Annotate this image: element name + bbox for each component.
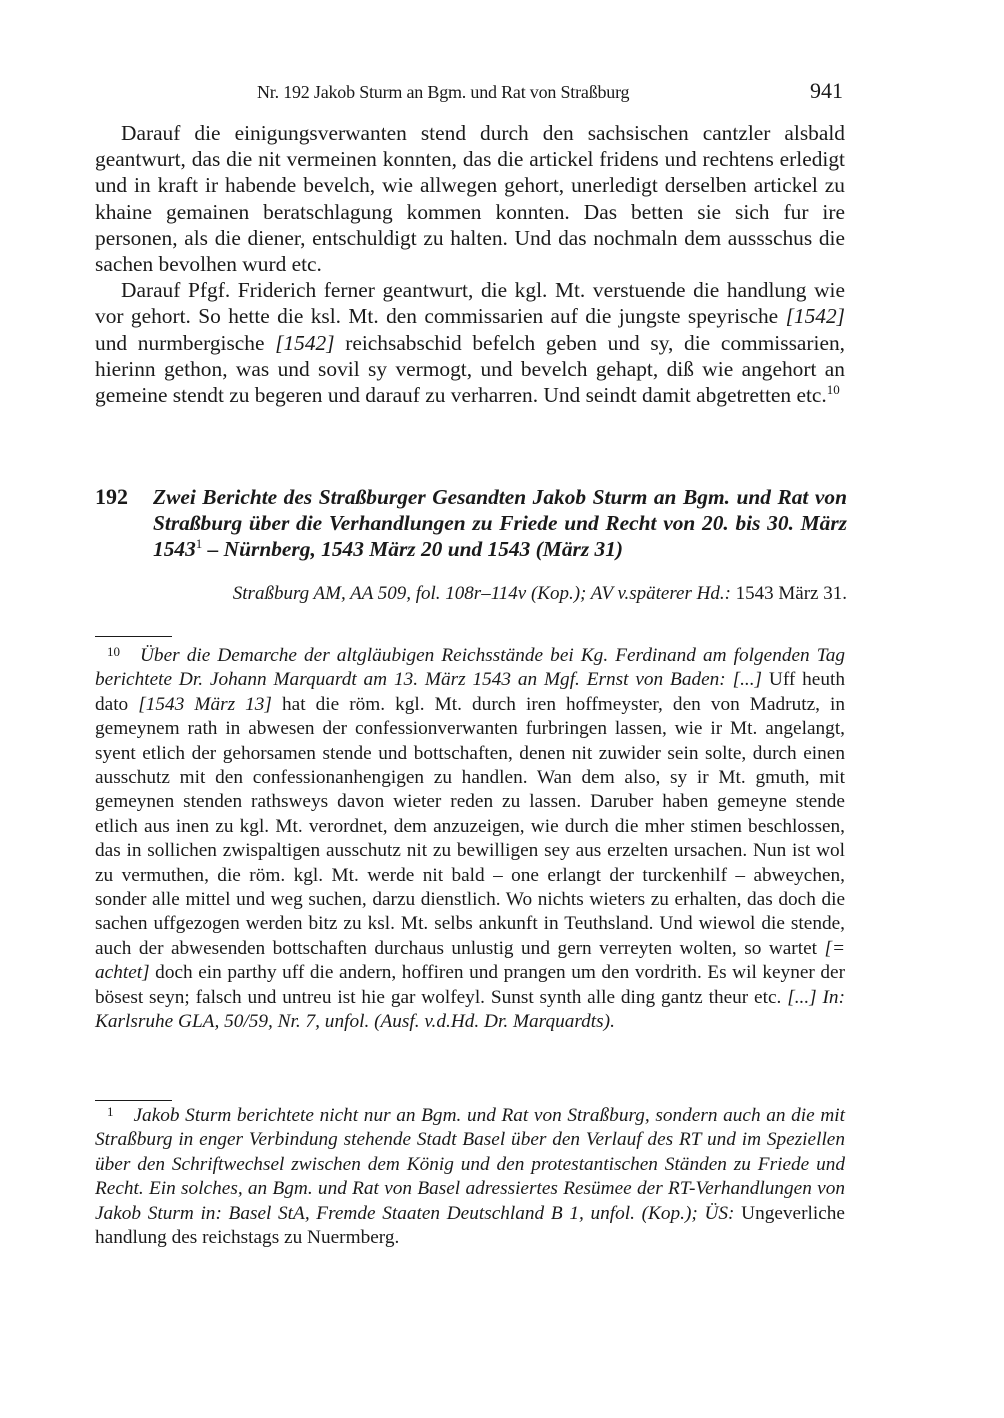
footnote-quote: doch ein parthy uff die andern, hoffiren und prangen um den vordrith. Es wil keyner der bösest seyn; falsch und untreu ist hie gar wolfeyl. Sunst synth alle ding gantz theur etc. <box>95 962 845 1008</box>
editorial-date: [1542] <box>785 304 845 329</box>
footnote-intro: Über die Demarche der altgläubigen Reichsstände bei Kg. Ferdinand am folgenden Tag berichtete Dr. Johann Marquardt am 13. März 1543 an Mgf. Ernst von Baden: [...] <box>95 645 845 691</box>
document-title <box>153 484 847 562</box>
running-title: Nr. 192 Jakob Sturm an Bgm. und Rat von Straßburg <box>257 82 630 102</box>
paragraph <box>95 277 845 408</box>
footnote-text: Jakob Sturm berichtete nicht nur an Bgm. und Rat von Straßburg, sondern auch an die mit Straßburg in enger Verbindung stehende Stadt Basel über den Verlauf des RT und im Speziellen über den Schriftwechsel zwischen dem König und den protestantischen Ständen zu Friede und Recht. Ein solches, an Bgm. und Rat von Basel adressiertes Resümee der RT-Verhandlungen von Jakob Sturm in: Basel StA, Fremde Staaten Deutschland B 1, unfol. (Kop.); ÜS: <box>95 1105 845 1224</box>
footnote-10: 10 Über die Demarche der altgläubigen Reichsstände bei Kg. Ferdinand am folgenden Tag berichtete Dr. Johann Marquardt am 13. März 1543 an Mgf. Ernst von Baden: [...] Uff heuth dato [1543 März 13] hat die röm. kgl. Mt. durch iren hoffmeyster, den von Madrutz, in gemeynem rath in abwesen der confessionverwanten furbringen lassen, wie ir Mt. angelangt, syent etlich der gehorsamen stende und bottschaften, denen nit zuwider sein solte, durch einen ausschutz mit den confessionanhengigen zu handlen. Wan dem also, sy ir Mt. gmuth, mit gemeynen stenden rathsweys davon wieter reden zu lassen. Daruber haben gemeyne stende etlich aus inen zu kgl. Mt. verordnet, dem anzuzeigen, wie durch die mher stimen beschlossen, das in sollichen zwispaltigen ausschutz nit zu bewilligen sey aus erzelten ursachen. Nun ist wol zu vermuthen, die röm. kgl. Mt. werde nit bald – one erlangt der turckenhilf – abweychen, sonder alle mittel und weg suchen, darzu dienstlich. Wo nichts wieters zu erhalten, das doch die sachen uffgezogen werden bitz zu ksl. Mt. selbs ankunft in Teuthsland. Und wiewol die stende, auch der abwesenden bottschaften durchaus unlustig und gern verreyten wolten, so wartet [= achtet] doch ein parthy uff die andern, hoffiren und prangen um den vordrith. Es wil keyner der bösest seyn; falsch und untreu ist hie gar wolfeyl. Sunst synth alle ding gantz theur etc. [...] In: Karlsruhe GLA, 50/59, Nr. 7, unfol. (Ausf. v.d.Hd. Dr. Marquardts). <box>95 644 845 1033</box>
footnote-citation: [...] In: Karlsruhe GLA, 50/59, Nr. 7, unfol. (Ausf. v.d.Hd. Dr. Marquardts). <box>95 986 845 1033</box>
footnote-divider <box>95 636 172 637</box>
document-source <box>153 581 847 607</box>
source-date: 1543 März 31. <box>730 583 847 604</box>
footnote-reference[interactable]: 1 <box>195 536 203 551</box>
paragraph-text: Darauf Pfgf. Friderich ferner geantwurt, die kgl. Mt. verstuende die handlung wie vor gehort. So hette die ksl. Mt. den commissarien auf die jungste speyrische <box>95 278 845 329</box>
running-head <box>95 78 845 108</box>
editorial-gloss: [= achtet] <box>95 937 845 984</box>
document-title-text: Zwei Berichte des Straßburger Gesandten Jakob Sturm an Bgm. und Rat von Straßburg über die Verhandlungen zu Friede und Recht von 20. bis 30. März 1543 <box>153 485 847 561</box>
document-title-place-date: – Nürnberg, 1543 März 20 und 1543 (März 31) <box>202 537 624 561</box>
paragraph-text: reichsabschid befelch geben und sy, die commissarien, hierinn gethon, was und sovil sy vermogt, und bevelch gehapt, diß wie angehort an gemeine stendt zu begeren und darauf zu verharren. Und seindt damit abgetretten etc. <box>95 330 845 408</box>
source-archive: Straßburg AM, AA 509, fol. 108r–114v (Kop.); AV v.späterer Hd.: <box>232 583 731 604</box>
footnote-title-quote: Ungeverliche handlung des reichstags zu Nuermberg. <box>95 1202 845 1249</box>
footnote-reference[interactable]: 10 <box>826 382 840 398</box>
editorial-date: [1542] <box>275 330 335 355</box>
footnote-quote: Uff heuth dato <box>95 669 845 715</box>
footnote-1: 1 Jakob Sturm berichtete nicht nur an Bgm. und Rat von Straßburg, sondern auch an die mit Straßburg in enger Verbindung stehende Stadt Basel über den Verlauf des RT und im Speziellen über den Schriftwechsel zwischen dem König und den protestantischen Ständen zu Friede und Recht. Ein solches, an Bgm. und Rat von Basel adressiertes Resümee der RT-Verhandlungen von Jakob Sturm in: Basel StA, Fremde Staaten Deutschland B 1, unfol. (Kop.); ÜS: Ungeverliche handlung des reichstags zu Nuermberg. <box>95 1104 845 1249</box>
page-number: 941 <box>810 78 843 103</box>
document-number: 192 <box>95 484 128 509</box>
footnote-quote: hat die röm. kgl. Mt. durch iren hoffmeyster, den von Madrutz, in gemeynem rath in abwesen der confessionverwanten furbringen lassen, wie ir Mt. angelangt, syent etlich der gehorsamen stende und bottschaften, denen nit zuwider sein solte, durch einen ausschutz mit den confessionanhengigen zu handlen. Wan dem also, sy ir Mt. gmuth, mit gemeynen stenden rathsweys davon wieter reden zu lassen. Daruber haben gemeyne stende etlich aus inen zu kgl. Mt. verordnet, dem anzuzeigen, wie durch die mher stimen beschlossen, das in sollichen zwispaltigen ausschutz nit zu bewilligen sey aus erzelten ursachen. Nun ist wol zu vermuthen, die röm. kgl. Mt. werde nit bald – one erlangt der turckenhilf – abweychen, sonder alle mittel und weg suchen, darzu dienstlich. Wo nichts wieters zu erhalten, das doch die sachen uffgezogen werden bitz zu ksl. Mt. selbs ankunft in Teuthsland. Und wiewol die stende, auch der abwesenden bottschaften durchaus unlustig und gern verreyten wolten, so wartet <box>95 693 845 959</box>
editorial-date: [1543 März 13] <box>138 693 272 715</box>
paragraph: Darauf die einigungsverwanten stend durch den sachsischen cantzler alsbald geantwurt, das die nit vermeinen konnten, das die artickel fridens und rechtens erledigt und in kraft ir habende bevelch, wie allwegen gehort, unerledigt derselben artickel zu khaine gemainen beratschlagung kommen konnten. Das betten sie sich fur ire personen, als die diener, entschuldigt zu halten. Und das nochmaln dem aussschus die sachen bevolhen wurd etc. <box>95 121 845 277</box>
footnote-divider <box>95 1100 172 1101</box>
body-text <box>95 120 845 408</box>
paragraph-text: und nurmbergische <box>95 330 276 355</box>
